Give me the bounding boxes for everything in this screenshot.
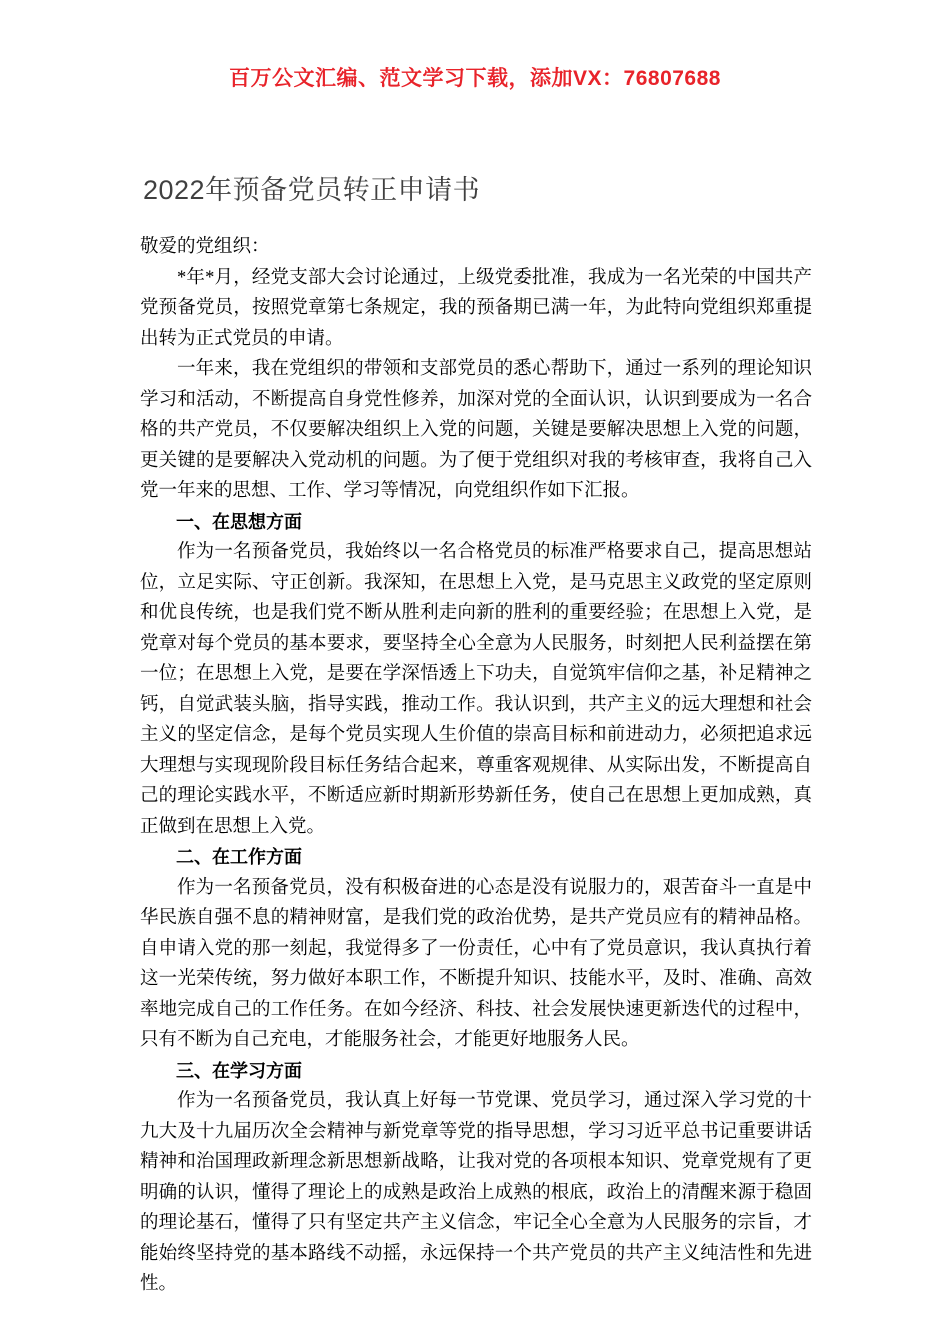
section-body-1: 作为一名预备党员，我始终以一名合格党员的标准严格要求自己，提高思想站位，立足实际、守正创新。我深知，在思想上入党，是马克思主义政党的坚定原则和优良传统，也是我们党不断从胜利走向新的胜利的重要经验；在思想上入党，是党章对每个党员的基本要求，要坚持全心全意为人民服务，时刻把人民利益摆在第一位；在思想上入党，是要在学深悟透上下功夫，自觉筑牢信仰之基，补足精神之钙，自觉武装头脑，指导实践，推动工作。我认识到，共产主义的远大理想和社会主义的坚定信念，是每个党员实现人生价值的崇高目标和前进动力，必须把追求远大理想与实现现阶段目标任务结合起来，尊重客观规律、从实际出发，不断提高自己的理论实践水平，不断适应新时期新形势新任务，使自己在思想上更加成熟，真正做到在思想上入党。 bbox=[140, 542, 812, 837]
page-title: 2022年预备党员转正申请书 bbox=[143, 175, 481, 206]
section-body-3: 作为一名预备党员，我认真上好每一节党课、党员学习，通过深入学习党的十九大及十九届历次全会精神与新党章等党的指导思想，学习习近平总书记重要讲话精神和治国理政新理念新思想新战略，让我对党的各项根本知识、党章党规有了更明确的认识，懂得了理论上的成熟是政治上成熟的根底，政治上的清醒来源于稳固的理论基石，懂得了只有坚定共产主义信念，牢记全心全意为人民服务的宗旨，才能始终坚持党的基本路线不动摇，永远保持一个共产党员的共产主义纯洁性和先进性。 bbox=[140, 1091, 812, 1294]
document-body bbox=[140, 232, 812, 1300]
section-heading-1: 一、在思想方面 bbox=[176, 511, 302, 532]
salutation: 敬爱的党组织： bbox=[140, 237, 270, 257]
paragraph-intro-1: *年*月，经党支部大会讨论通过，上级党委批准，我成为一名光荣的中国共产党预备党员，按照党章第七条规定，我的预备期已满一年，为此特向党组织郑重提出转为正式党员的申请。 bbox=[140, 267, 812, 349]
promo-banner-text: 百万公文汇编、范文学习下载，添加VX：76807688 bbox=[229, 67, 721, 90]
section-heading-2: 二、在工作方面 bbox=[176, 847, 302, 867]
paragraph-intro-2: 一年来，我在党组织的带领和支部党员的悉心帮助下，通过一系列的理论知识学习和活动，不断提高自身党性修养，加深对党的全面认识，认识到要成为一名合格的共产党员，不仅要解决组织上入党的问题，关键是要解决思想上入党的问题，更关键的是要解决入党动机的问题。为了便于党组织对我的考核审查，我将自己入党一年来的思想、工作、学习等情况，向党组织作如下汇报。 bbox=[140, 359, 812, 501]
section-body-2: 作为一名预备党员，没有积极奋进的心态是没有说服力的，艰苦奋斗一直是中华民族自强不息的精神财富，是我们党的政治优势，是共产党员应有的精神品格。自申请入党的那一刻起，我觉得多了一份责任，心中有了党员意识，我认真执行着这一光荣传统，努力做好本职工作，不断提升知识、技能水平，及时、准确、高效率地完成自己的工作任务。在如今经济、科技、社会发展快速更新迭代的过程中，只有不断为自己充电，才能服务社会，才能更好地服务人民。 bbox=[140, 877, 812, 1050]
section-heading-3: 三、在学习方面 bbox=[176, 1060, 302, 1081]
